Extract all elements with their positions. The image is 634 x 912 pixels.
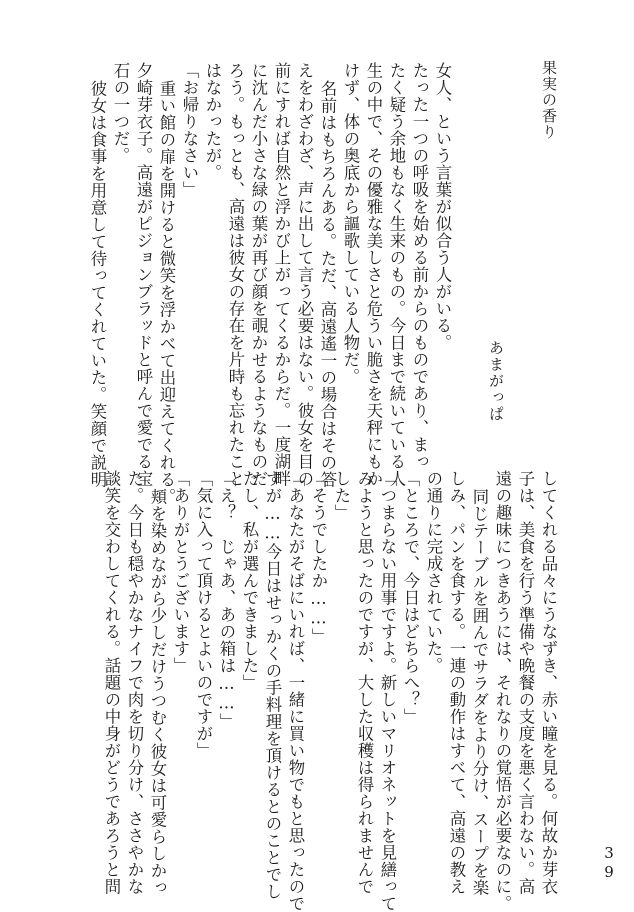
text-line: たった一つの呼吸を始める前からのものであり、まっ [410, 62, 429, 470]
text-line: 頬を染めながら少しだけうつむく彼女は可愛らしかっ [148, 488, 167, 896]
page-title: 果実の香り [540, 60, 558, 140]
text-line: 「気に入って頂けるとよいのですが」 [194, 470, 213, 759]
text-line: 「そうでしたか……」 [309, 470, 328, 646]
text-line: してくれる品々にうなずき、赤い瞳を見る。何故か芽衣 [539, 470, 558, 895]
text-line: はなかったが。 [203, 62, 222, 181]
text-line: すが……今日はせっかくの手料理を頂けるとのことでし [263, 470, 282, 901]
text-line: 「ところで、今日はどちらへ？」 [401, 470, 420, 725]
text-line: た。今日も穏やかなナイフで肉を切り分け、ささやかな [125, 470, 144, 895]
text-line: 「あなたがそばにいれば、一緒に買い物でもと思ったので [286, 470, 305, 912]
text-line: みようと思ったのですが、大した収穫は得られませんで [355, 470, 374, 895]
text-line: 石の一つだ。 [111, 62, 130, 164]
text-line: した」 [332, 470, 351, 521]
text-line: 子は、美食を行う準備や晩餐の支度を悪く言わない。高 [516, 470, 535, 895]
text-line: 夕崎芽衣子。高遠がピジョンブラッドと呼んで愛でる宝 [134, 62, 153, 487]
text-line: たく疑う余地もなく生来のもの。今日まで続いている人 [387, 62, 406, 487]
text-line: 女人、という言葉が似合う人がいる。 [433, 62, 452, 351]
text-line: 遠の趣味につきあうには、それなりの覚悟が必要なのに。 [493, 470, 512, 912]
text-line: 名前はもちろんある。ただ、高遠遙一の場合はその答 [318, 80, 337, 488]
text-line: 談笑を交わしてくれる。話題の中身がどうであろうと問 [102, 470, 121, 895]
text-line: に沈んだ小さな緑の葉が再び顔を覗かせるようなものだ [249, 62, 268, 487]
author-name: あまがっぱ [487, 340, 505, 423]
text-line: 「え？ じゃあ、あの箱は……」 [217, 470, 236, 731]
text-line: しみ、パンを食する。一連の動作はすべて、高遠の教え [447, 470, 466, 895]
text-line: えをわざわざ、声に出して言う必要はない。彼女を目の [295, 62, 314, 487]
text-line: 生の中で、その優雅な美しさと危うい脆さを天秤にもか [364, 62, 383, 487]
text-line: けず、体の奥底から謳歌している人物だ。 [341, 62, 360, 385]
text-line: たし、私が選んできました」 [240, 470, 259, 691]
text-line: 「ありがとうございます」 [171, 470, 190, 674]
text-line: ろう。もっとも、高遠は彼女の存在を片時も忘れたこと [226, 62, 245, 487]
text-line: 同じテーブルを囲んでサラダをより分け、スープを楽 [470, 488, 489, 896]
text-line: 「お帰りなさい」 [180, 62, 199, 198]
text-line: 前にすれば自然と浮かび上がってくるからだ。一度湖畔 [272, 62, 291, 487]
text-line: 「つまらない用事ですよ。新しいマリオネットを見繕って [378, 470, 397, 912]
text-line: 彼女は食事を用意して待ってくれていた。笑顔で説明 [88, 80, 107, 488]
text-line: 重い館の扉を開けると微笑を浮かべて出迎えてくれる。 [157, 80, 176, 505]
text-line: の通りに完成されていた。 [424, 470, 443, 674]
page-number: 39 [600, 844, 618, 882]
